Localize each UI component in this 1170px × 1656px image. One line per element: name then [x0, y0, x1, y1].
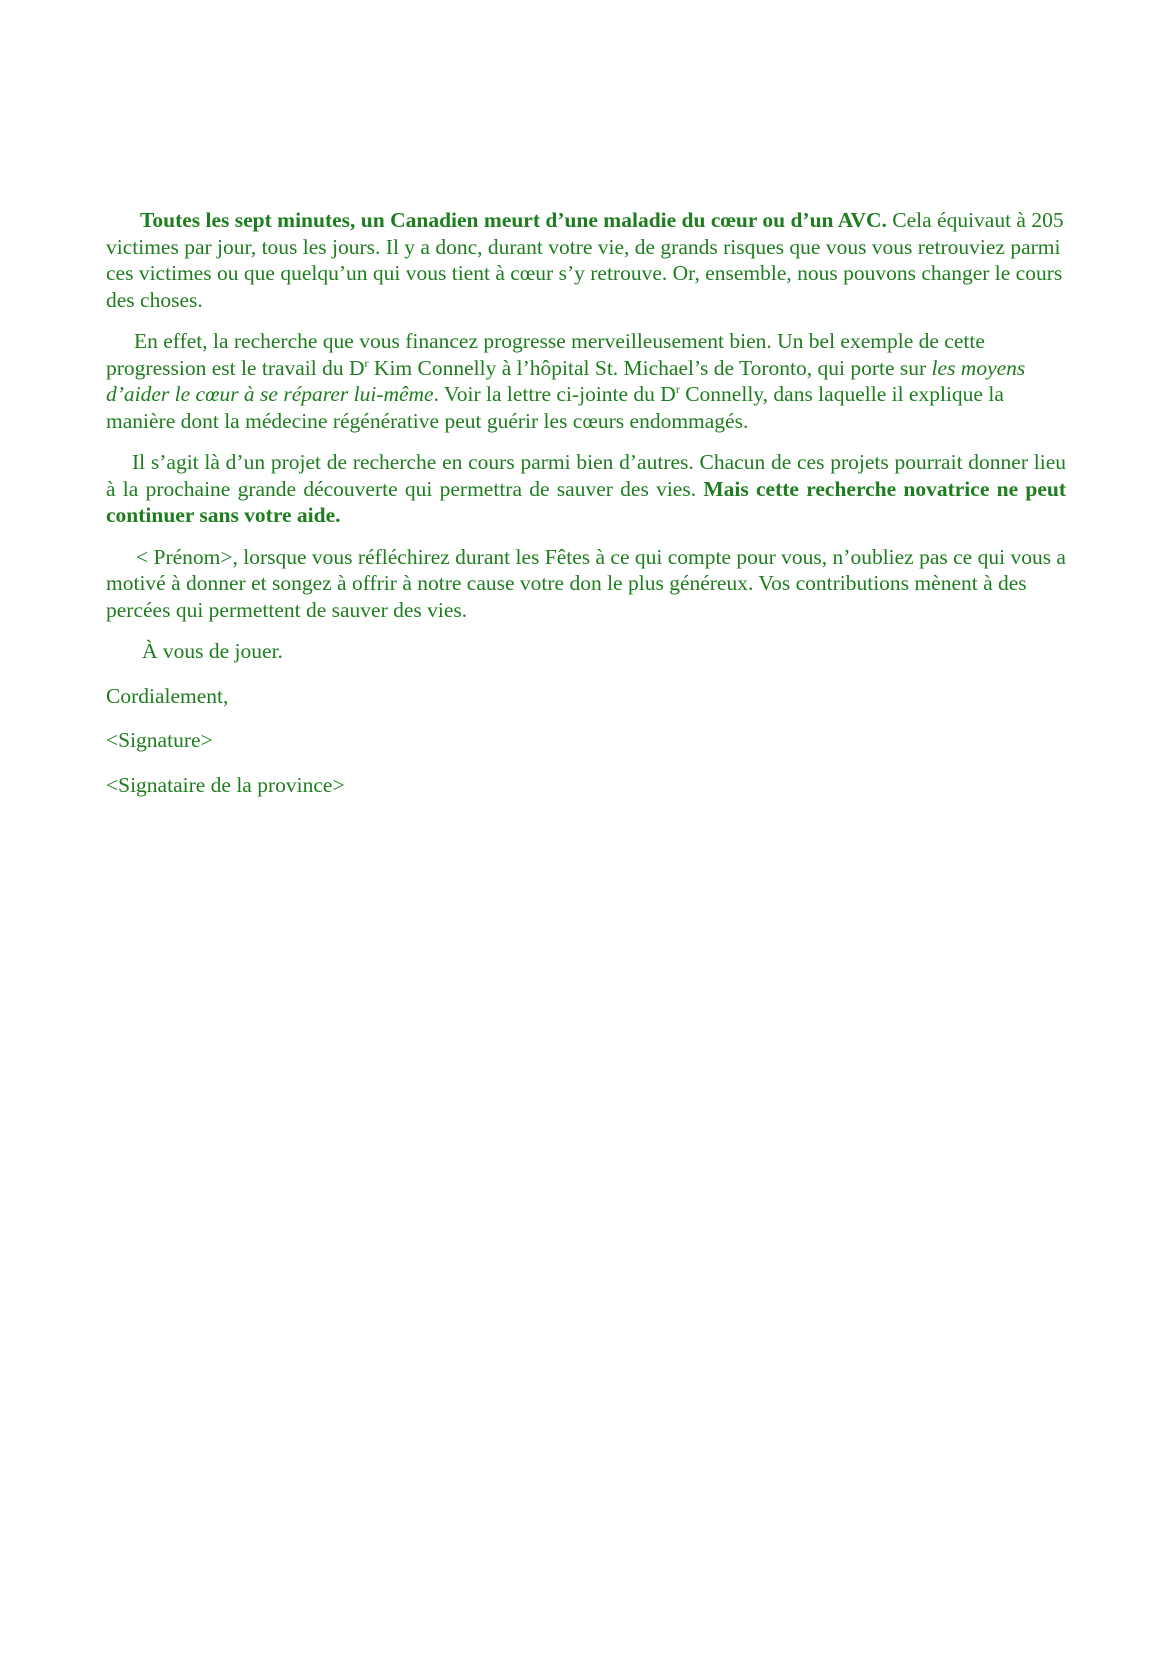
closing-salutation: Cordialement, [106, 683, 229, 708]
doctor-superscript: r [364, 355, 369, 370]
paragraph-call-to-action: À vous de jouer. [142, 639, 283, 663]
paragraph-appeal: < Prénom>, lorsque vous réfléchirez durant les Fêtes à ce qui compte pour vous, n’oubliez pas ce qui vous a motivé à donner et songez à offrir à notre cause votre don le plus généreux. Vos contributions mènent à des percées qui permettent de sauver des vies. [106, 544, 1066, 622]
research-text-2: Kim Connelly à l’hôpital St. Michael’s de Toronto, qui porte sur [368, 355, 932, 380]
doctor-superscript: r [675, 382, 680, 396]
intro-text: Cela équivaut à 205 victimes par jour, tous les jours. Il y a donc, durant votre vie, de grands risques que vous vous retrouviez parmi ces victimes ou que quelqu’un qui vous tient à cœur s’y retrouve. Or, ensemble, nous pouvons changer le cours des choses. [106, 208, 1064, 312]
paragraph-intro [106, 207, 1066, 313]
letter-body [106, 207, 1066, 816]
research-text-1: En effet, la recherche que vous financez progresse merveilleusement bien. Un bel exemple de cette progression est le travail du D [106, 329, 985, 380]
signatory-placeholder: <Signataire de la province> [106, 772, 345, 797]
projects-bold-appeal: Mais cette recherche novatrice ne peut continuer sans votre aide. [106, 476, 1066, 527]
intro-bold-statement: Toutes les sept minutes, un Canadien meurt d’une maladie du cœur ou d’un AVC. [140, 208, 887, 232]
paragraph-projects [106, 449, 1066, 529]
research-italic-title: les moyens d’aider le cœur à se réparer lui-même [106, 355, 1026, 406]
research-text-4: Connelly, dans laquelle il explique la manière dont la médecine régénérative peut guérir les cœurs endommagés. [106, 382, 1004, 433]
projects-text: Il s’agit là d’un projet de recherche en cours parmi bien d’autres. Chacun de ces projets pourrait donner lieu à la prochaine grande découverte qui permettra de sauver des vies. [106, 450, 1066, 501]
research-text-3: . Voir la lettre ci-jointe du D [433, 382, 676, 406]
signature-placeholder: <Signature> [106, 728, 213, 752]
paragraph-research [106, 328, 1066, 434]
